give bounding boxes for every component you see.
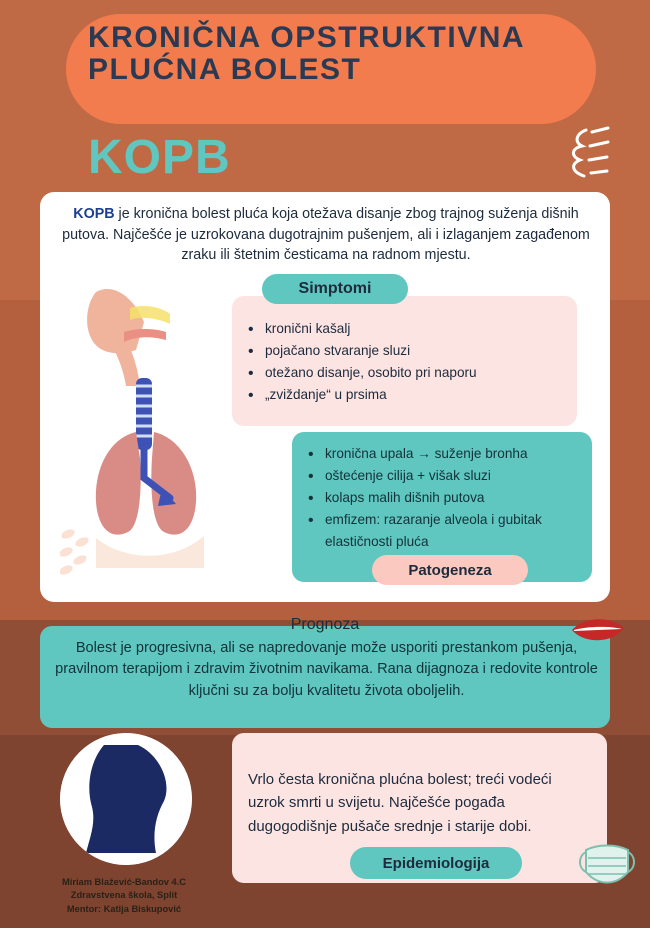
list-item: • „zviždanje“ u prsima: [248, 384, 568, 406]
list-item: • kronična upala → suženje bronha: [308, 443, 588, 465]
list-item: • kolaps malih dišnih putova: [308, 487, 588, 509]
author-credit: [24, 876, 224, 916]
list-item: • pojačano stvaranje sluzi: [248, 340, 568, 362]
list-item: • kronični kašalj: [248, 318, 568, 340]
pathogenesis-list: [308, 443, 588, 553]
lungs-illustration: [78, 282, 243, 572]
lips-decoration: [570, 614, 626, 648]
avatar-silhouette-icon: [60, 733, 192, 865]
page-acronym: KOPB: [88, 131, 231, 184]
author-mentor: Mentor: Katija Biskupović: [66, 903, 182, 914]
pathogenesis-label: Patogeneza: [372, 555, 528, 585]
list-item: • otežano disanje, osobito pri naporu: [248, 362, 568, 384]
intro-text: je kronična bolest pluća koja otežava disanje zbog trajnog suženja dišnih putova. Najčešće je uzrokovana dugotrajnim pušenjem, ali i izlaganjem zagađenom zraku ili štetnim česticama na radnom mjestu.: [62, 206, 590, 264]
symptoms-list: [248, 318, 568, 406]
list-item: • emfizem: razaranje alveola i gubitak elastičnosti pluća: [308, 509, 588, 553]
list-item: • oštećenje cilija + višak sluzi: [308, 465, 588, 487]
author-school: Zdravstvena škola, Split: [70, 890, 178, 901]
prognosis-label: Prognoza: [290, 616, 360, 633]
page-title: KRONIČNA OPSTRUKTIVNA PLUĆNA BOLEST: [88, 21, 524, 87]
lungs-icon: [556, 126, 616, 180]
intro-paragraph: [56, 204, 596, 266]
epidemiology-text: Vrlo česta kronična plućna bolest; treći vodeći uzrok smrti u svijetu. Najčešće pogađa dugogodišnje pušače srednje i starije dobi.: [248, 771, 552, 835]
intro-lead: KOPB: [73, 206, 115, 222]
epidemiology-label: Epidemiologija: [350, 847, 522, 879]
dots-decoration: [60, 528, 100, 576]
avatar: [60, 733, 192, 865]
prognosis-text: Bolest je progresivna, ali se napredovanje može usporiti prestankom pušenja, pravilnom terapijom i zdravim životnim navikama. Rana dijagnoza i redovite kontrole ključni su za bolju kvalitetu života oboljelih.: [55, 640, 598, 699]
face-mask-icon: [576, 836, 636, 894]
symptoms-label: Simptomi: [262, 274, 408, 304]
author-name: Miriam Blažević-Bandov 4.C: [62, 877, 186, 887]
